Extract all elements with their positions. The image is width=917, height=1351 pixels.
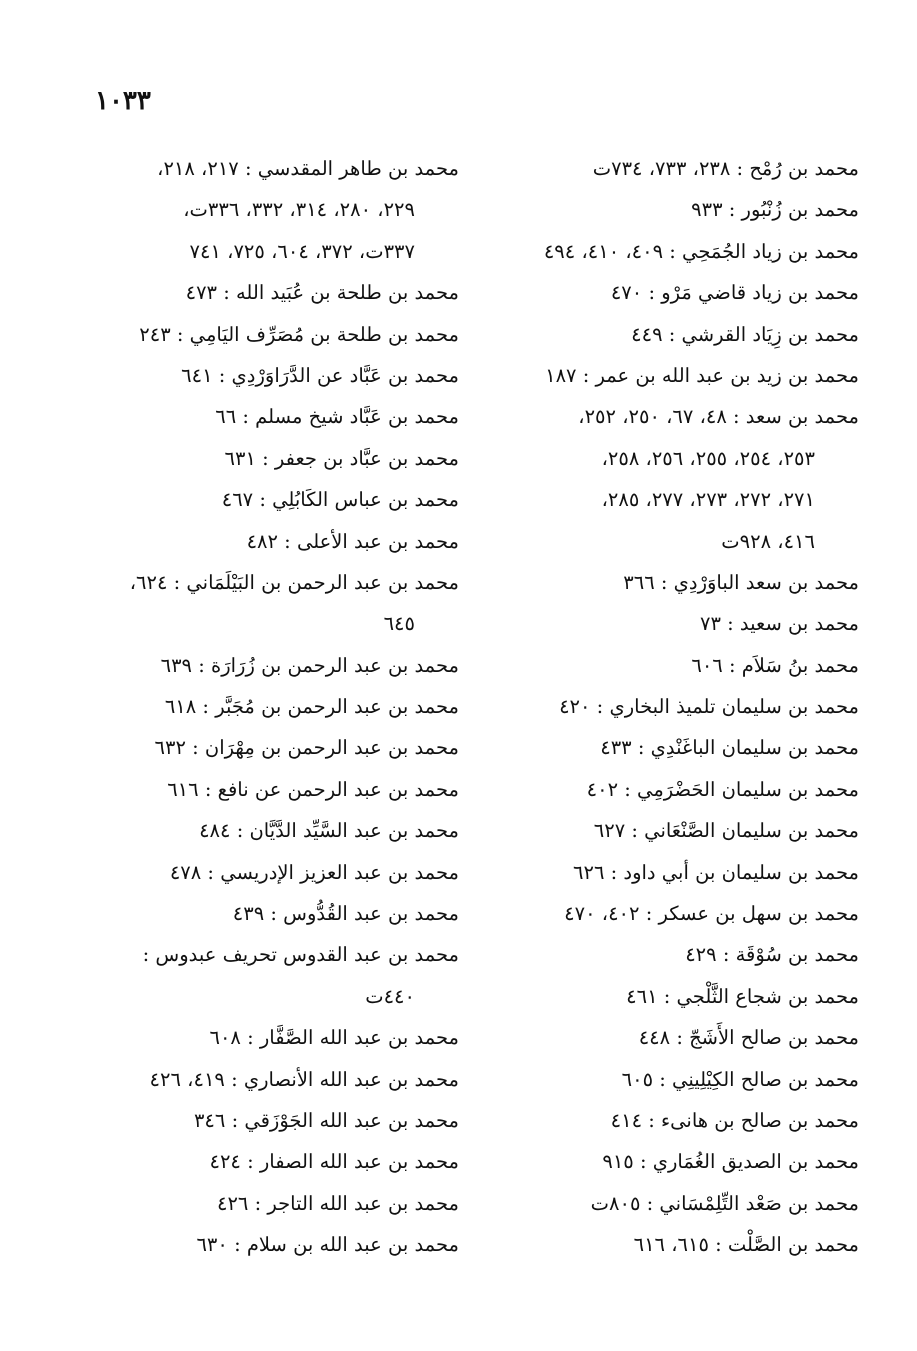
- index-entry: محمد بن صالح الكِيْلِينِي : ٦٠٥: [621, 1067, 859, 1091]
- index-entry: محمد بن سليمان بن أبي داود : ٦٢٦: [573, 860, 859, 884]
- index-entry: محمد بن عبَّاد بن جعفر : ٦٣١: [224, 446, 459, 470]
- index-entry-continuation: ٤١٦، ٩٢٨ت: [721, 529, 815, 553]
- index-entry-continuation: ٢٧١، ٢٧٢، ٢٧٣، ٢٧٧، ٢٨٥،: [601, 488, 815, 512]
- index-entry: محمد بن عبد السَّيِّد الدَّيَّان : ٤٨٤: [199, 819, 459, 843]
- index-entry: محمد بن عباس الكَابُلِي : ٤٦٧: [221, 488, 459, 512]
- index-entry: محمد بن عبد القدوس تحريف عبدوس :: [142, 943, 459, 967]
- index-entry: محمد بن طلحة بن عُبَيد الله : ٤٧٣: [185, 281, 459, 305]
- index-entry: محمد بن سعد الباوَرْدِي : ٣٦٦: [623, 570, 859, 594]
- index-entry: محمد بن عبد الله الأنصاري : ٤١٩، ٤٢٦: [149, 1067, 459, 1091]
- index-entry: محمد بن زِيَاد القرشي : ٤٤٩: [631, 322, 859, 346]
- index-entry: محمد بن صالح بن هانىء : ٤١٤: [610, 1108, 859, 1132]
- index-entry: محمد بن صالح الأَشَجّ : ٤٤٨: [638, 1026, 859, 1050]
- index-entry: محمد بن سعد : ٤٨، ٦٧، ٢٥٠، ٢٥٢،: [578, 405, 859, 429]
- index-entry: محمد بن طلحة بن مُصَرِّف اليَامِي : ٢٤٣: [139, 322, 459, 346]
- index-entry: محمد بن سُوْقَة : ٤٢٩: [685, 943, 859, 967]
- index-entry: محمد بن عبد العزيز الإدريسي : ٤٧٨: [169, 860, 459, 884]
- index-entry: محمد بن عبد الرحمن عن نافع : ٦١٦: [167, 777, 459, 801]
- index-entry: محمد بن سليمان الحَضْرَمِي : ٤٠٢: [586, 777, 859, 801]
- index-entry: محمد بن عبد الله الصفار : ٤٢٤: [209, 1150, 459, 1174]
- index-entry: محمد بن شجاع الثَّلْجي : ٤٦١: [626, 984, 859, 1008]
- index-entry: محمد بن زياد الجُمَحِي : ٤٠٩، ٤١٠، ٤٩٤: [543, 239, 859, 263]
- index-entry: محمد بن عبد الله الصَّفَّار : ٦٠٨: [209, 1026, 459, 1050]
- index-entry: محمد بن عبد الرحمن بن مِهْرَان : ٦٣٢: [154, 736, 459, 760]
- index-entry: محمد بن زُنْبُور : ٩٣٣: [691, 198, 859, 222]
- index-entry-continuation: ٤٤٠ت: [365, 984, 415, 1008]
- index-entry: محمد بن طاهر المقدسي : ٢١٧، ٢١٨،: [157, 157, 459, 180]
- index-entry: محمد بن عبد الرحمن بن مُجَبَّر : ٦١٨: [164, 695, 459, 719]
- index-entry: محمد بن عبد الله الجَوْزَقي : ٣٤٦: [193, 1108, 459, 1132]
- index-entry: محمد بن سعيد : ٧٣: [700, 612, 859, 636]
- index-entry: محمد بن عبد القُدُّوس : ٤٣٩: [232, 902, 459, 926]
- index-entry-continuation: ٢٢٩، ٢٨٠، ٣١٤، ٣٣٢، ٣٣٦ت،: [183, 198, 415, 222]
- index-entry: محمد بن سليمان تلميذ البخاري : ٤٢٠: [559, 695, 859, 719]
- index-entry: محمد بنُ سَلاَم : ٦٠٦: [691, 653, 859, 677]
- index-entry: محمد بن الصديق الغُمَاري : ٩١٥: [602, 1150, 859, 1174]
- index-entry-continuation: ٢٥٣، ٢٥٤، ٢٥٥، ٢٥٦، ٢٥٨،: [601, 446, 815, 470]
- index-entry: محمد بن زيد بن عبد الله بن عمر : ١٨٧: [545, 363, 859, 387]
- index-entry: محمد بن عبد الأعلى : ٤٨٢: [246, 529, 459, 553]
- index-entry: محمد بن عبد الله التاجر : ٤٢٦: [216, 1191, 459, 1215]
- index-entry: محمد بن عَبَّاد عن الدَّرَاوَرْدِي : ٦٤١: [181, 363, 459, 387]
- index-column-right: [507, 148, 859, 1266]
- index-entry: محمد بن رُمْح : ٢٣٨، ٧٣٣، ٧٣٤ت: [592, 157, 859, 180]
- page-number: ١٠٣٣: [95, 86, 151, 116]
- index-entry-continuation: ٣٣٧ت، ٣٧٢، ٦٠٤، ٧٢٥، ٧٤١: [189, 239, 415, 263]
- index-entry: محمد بن عَبَّاد شيخ مسلم : ٦٦: [215, 405, 459, 429]
- index-column-left: [107, 148, 459, 1266]
- index-entry: محمد بن الصَّلْت : ٦١٥، ٦١٦: [633, 1233, 859, 1257]
- index-entry: محمد بن سليمان الصَّنْعَاني : ٦٢٧: [593, 819, 859, 843]
- index-entry: محمد بن سليمان الباغَنْدِي : ٤٣٣: [600, 736, 859, 760]
- index-entry: محمد بن زياد قاضي مَرْو : ٤٧٠: [610, 281, 859, 305]
- index-entry: محمد بن عبد الرحمن بن البَيْلَمَاني : ٦٢٤،: [129, 570, 459, 594]
- index-entry: محمد بن عبد الرحمن بن زُرَارَة : ٦٣٩: [160, 653, 459, 677]
- index-entry: محمد بن عبد الله بن سلام : ٦٣٠: [196, 1233, 459, 1257]
- index-entry: محمد بن سهل بن عسكر : ٤٠٢، ٤٧٠: [564, 902, 859, 926]
- index-entry-continuation: ٦٤٥: [383, 612, 415, 636]
- index-entry: محمد بن صَعْد التِّلِمْسَاني : ٨٠٥ت: [590, 1191, 859, 1215]
